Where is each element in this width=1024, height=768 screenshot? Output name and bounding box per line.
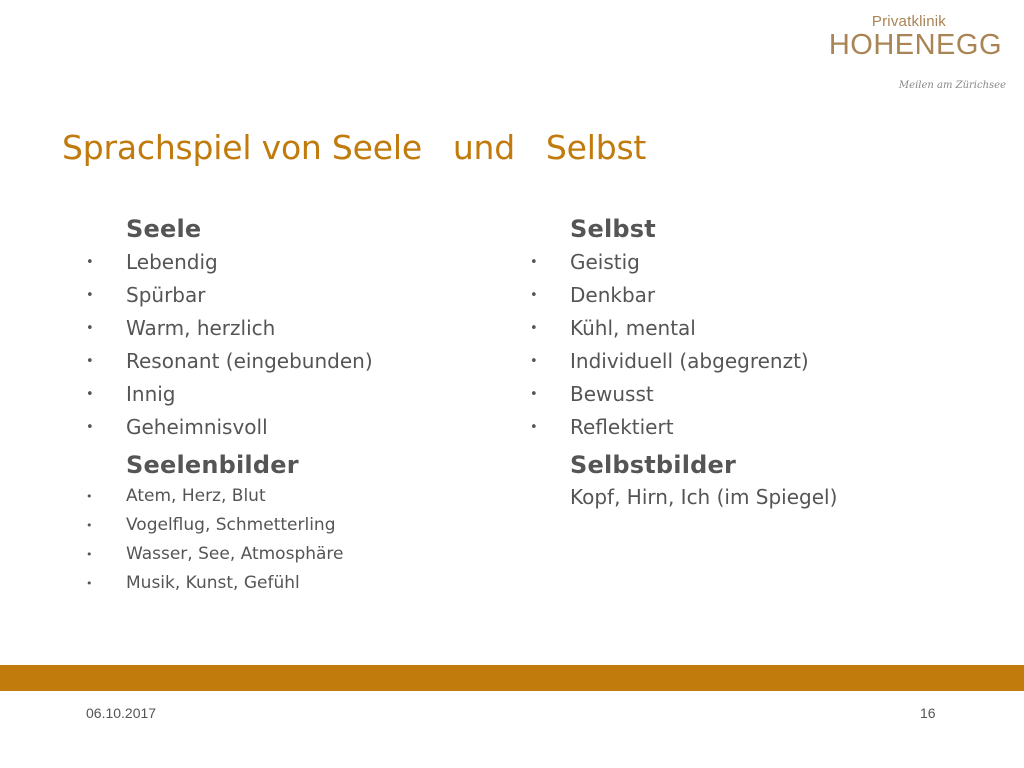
list-item: • Resonant (eingebunden) [86, 345, 506, 378]
selbstbilder-heading: Selbstbilder [570, 451, 737, 479]
selbst-heading: Selbst [570, 215, 656, 243]
list-item: • Reflektiert [530, 411, 950, 444]
list-item: • Innig [86, 378, 506, 411]
list-item: • Atem, Herz, Blut [86, 482, 506, 511]
seele-list [86, 246, 506, 444]
clinic-logo [829, 14, 1006, 91]
logo-tagline: Meilen am Zürichsee [898, 80, 1006, 91]
list-item: • Geistig [530, 246, 950, 279]
list-item: • Individuell (abgegrenzt) [530, 345, 950, 378]
logo-subtitle: Privatklinik [871, 13, 946, 30]
list-item: • Geheimnisvoll [86, 411, 506, 444]
selbst-column [530, 212, 950, 512]
footer-date: 06.10.2017 [86, 705, 157, 721]
list-item: • Musik, Kunst, Gefühl [86, 569, 506, 598]
list-item: • Lebendig [86, 246, 506, 279]
footer-band [0, 665, 1024, 691]
selbstbilder-text: Kopf, Hirn, Ich (im Spiegel) [570, 485, 838, 509]
list-item: • Kühl, mental [530, 312, 950, 345]
slide-title: Sprachspiel von Seele und Selbst [62, 128, 647, 167]
seele-heading: Seele [126, 215, 202, 243]
list-item: • Bewusst [530, 378, 950, 411]
list-item: • Denkbar [530, 279, 950, 312]
seele-column [86, 212, 506, 598]
list-item: • Vogelflug, Schmetterling [86, 511, 506, 540]
selbst-list [530, 246, 950, 444]
list-item: • Wasser, See, Atmosphäre [86, 540, 506, 569]
seelenbilder-list [86, 482, 506, 598]
seelenbilder-heading: Seelenbilder [126, 451, 299, 479]
list-item: • Warm, herzlich [86, 312, 506, 345]
list-item: • Spürbar [86, 279, 506, 312]
logo-name: HOHENEGG [828, 29, 1002, 61]
page-number: 16 [920, 705, 936, 721]
